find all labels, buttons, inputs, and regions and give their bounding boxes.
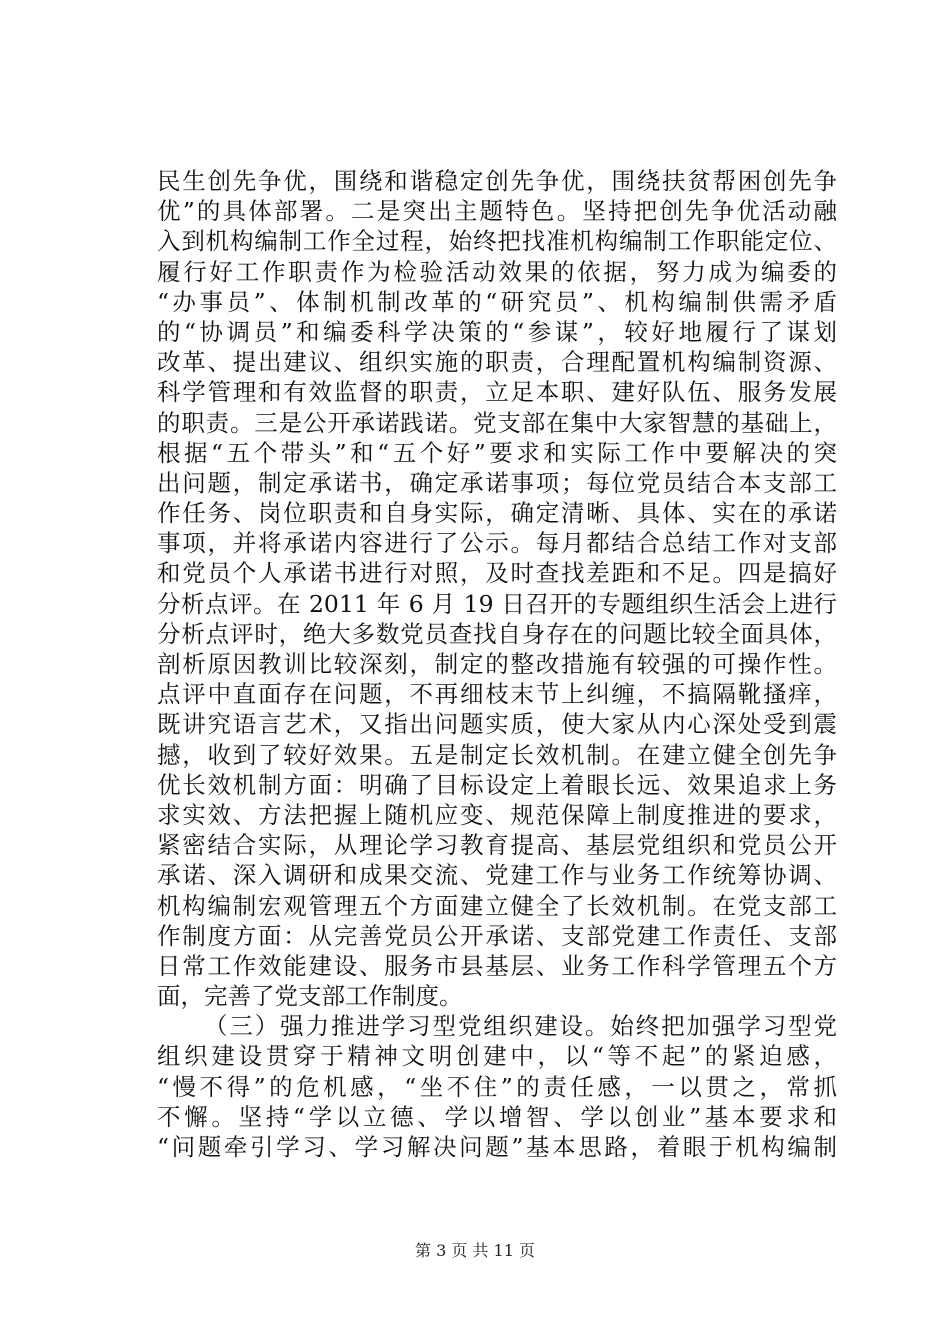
text-line: 承诺、深入调研和成果交流、党建工作与业务工作统筹协调、 bbox=[157, 861, 837, 890]
text-line: 入到机构编制工作全过程，始终把找准机构编制工作职能定位、 bbox=[157, 227, 837, 256]
text-line: 机构编制宏观管理五个方面建立健全了长效机制。在党支部工 bbox=[157, 891, 837, 920]
text-line: 优长效机制方面：明确了目标设定上着眼长远、效果追求上务 bbox=[157, 770, 837, 799]
text-line: 面，完善了党支部工作制度。 bbox=[157, 982, 463, 1011]
text-line: 日常工作效能建设、服务市县基层、业务工作科学管理五个方 bbox=[157, 951, 837, 980]
text-line: 的“协调员”和编委科学决策的“参谋”，较好地履行了谋划 bbox=[157, 317, 837, 346]
text-line: （三）强力推进学习型党组织建设。始终把加强学习型党 bbox=[204, 1012, 837, 1041]
text-line: 履行好工作职责作为检验活动效果的依据，努力成为编委的 bbox=[157, 257, 837, 286]
text-line: 不懈。坚持“学以立德、学以增智、学以创业”基本要求和 bbox=[157, 1102, 837, 1131]
text-line: 紧密结合实际，从理论学习教育提高、基层党组织和党员公开 bbox=[157, 831, 837, 860]
text-line: 和党员个人承诺书进行对照，及时查找差距和不足。四是搞好 bbox=[157, 559, 837, 588]
text-line: 的职责。三是公开承诺践诺。党支部在集中大家智慧的基础上， bbox=[157, 408, 837, 437]
text-line: 事项，并将承诺内容进行了公示。每月都结合总结工作对支部 bbox=[157, 529, 837, 558]
text-line: 出问题，制定承诺书，确定承诺事项；每位党员结合本支部工 bbox=[157, 468, 837, 497]
text-line: “问题牵引学习、学习解决问题”基本思路，着眼于机构编制 bbox=[157, 1133, 837, 1161]
text-line: “慢不得”的危机感，“坐不住”的责任感，一以贯之，常抓 bbox=[157, 1072, 837, 1101]
text-line: 民生创先争优，围绕和谐稳定创先争优，围绕扶贫帮困创先争 bbox=[157, 167, 837, 195]
text-line: 求实效、方法把握上随机应变、规范保障上制度推进的要求， bbox=[157, 800, 837, 829]
body-text bbox=[157, 166, 837, 1162]
text-line: 改革、提出建议、组织实施的职责，合理配置机构编制资源、 bbox=[157, 348, 837, 377]
text-line: 作制度方面：从完善党员公开承诺、支部党建工作责任、支部 bbox=[157, 921, 837, 950]
text-line: 剖析原因教训比较深刻，制定的整改措施有较强的可操作性。 bbox=[157, 650, 837, 678]
text-line: 优”的具体部署。二是突出主题特色。坚持把创先争优活动融 bbox=[157, 197, 837, 226]
text-line: 撼，收到了较好效果。五是制定长效机制。在建立健全创先争 bbox=[157, 740, 837, 769]
text-line: 科学管理和有效监督的职责，立足本职、建好队伍、服务发展 bbox=[157, 378, 837, 407]
text-line: 点评中直面存在问题，不再细枝末节上纠缠，不搞隔靴搔痒， bbox=[157, 680, 837, 709]
text-line: “办事员”、体制机制改革的“研究员”、机构编制供需矛盾 bbox=[157, 287, 837, 316]
text-line: 作任务、岗位职责和自身实际，确定清晰、具体、实在的承诺 bbox=[157, 499, 837, 528]
text-line: 分析点评。在 2011 年 6 月 19 日召开的专题组织生活会上进行 bbox=[157, 589, 837, 618]
text-line: 既讲究语言艺术，又指出问题实质，使大家从内心深处受到震 bbox=[157, 710, 837, 739]
page-number-footer: 第 3 页 共 11 页 bbox=[415, 1241, 535, 1260]
text-line: 组织建设贯穿于精神文明创建中，以“等不起”的紧迫感， bbox=[157, 1042, 837, 1071]
text-line: 根据“五个带头”和“五个好”要求和实际工作中要解决的突 bbox=[157, 438, 837, 467]
text-line: 分析点评时，绝大多数党员查找自身存在的问题比较全面具体， bbox=[157, 619, 837, 648]
